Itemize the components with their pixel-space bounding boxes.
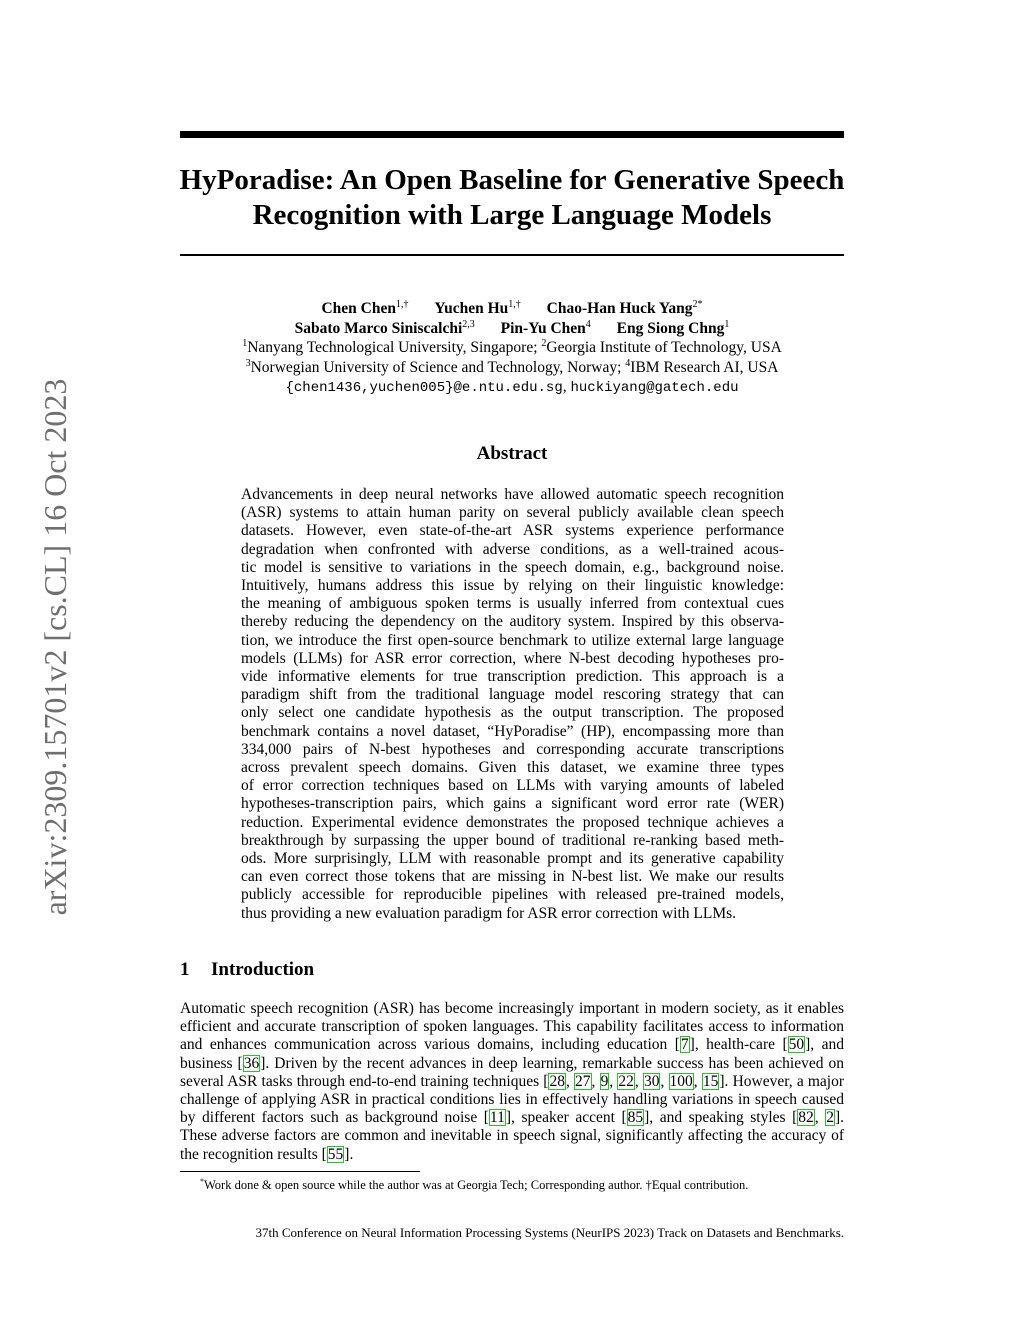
- author-name: Chen Chen: [321, 300, 396, 317]
- citation-link[interactable]: 55: [327, 1145, 344, 1163]
- footnote: [180, 1177, 844, 1193]
- abstract-line: (ASR) systems to attain human parity on several publicly available clean speech: [241, 504, 784, 522]
- citation-link[interactable]: 27: [575, 1072, 591, 1090]
- affiliation-line-2: [160, 358, 864, 378]
- author-name: Pin-Yu Chen: [500, 319, 586, 337]
- abstract-line: can even correct those tokens that are missing in N-best list. We make our results: [241, 868, 784, 886]
- affil-mark: 2: [541, 338, 547, 349]
- affil-mark: 4: [625, 357, 631, 369]
- author-affil-mark: 1: [724, 318, 730, 330]
- citation-link[interactable]: 2: [826, 1109, 834, 1127]
- author-name: Chao-Han Huck Yang: [546, 300, 693, 317]
- author-affil-mark: 1,†: [395, 299, 409, 310]
- citation-link[interactable]: 82: [798, 1109, 814, 1127]
- footnote-rule: [180, 1171, 420, 1172]
- intro-text: , and business: [180, 1036, 844, 1072]
- abstract-line: Intuitively, humans address this issue by relying on their linguistic knowledge:: [241, 577, 784, 595]
- section-title: Introduction: [211, 959, 315, 980]
- abstract-heading: Abstract: [476, 443, 548, 464]
- abstract-line: publicly accessible for reproducible pipelines with released pre-trained models,: [241, 886, 784, 904]
- abstract-line: vide informative elements for true transcription prediction. This approach is a: [241, 668, 784, 686]
- conference-footer: 37th Conference on Neural Information Processing Systems (NeurIPS 2023) Track on Datasets and Benchmarks.: [255, 1225, 844, 1240]
- intro-text: , health-care: [694, 1036, 783, 1054]
- intro-text: . Driven by the recent advances in deep learning, remarkable success has been achieved on several ASR tasks through end-to-end training techniques: [180, 1054, 844, 1090]
- author-affil-mark: 4: [585, 318, 591, 330]
- abstract-line: 334,000 pairs of N-best hypotheses and corresponding accurate transcriptions: [241, 740, 784, 758]
- citation-link[interactable]: 36: [243, 1054, 260, 1072]
- citation-link[interactable]: 100: [669, 1072, 693, 1090]
- footnote-text: Work done & open source while the author was at Georgia Tech; Corresponding author. †Equal contribution.: [204, 1178, 749, 1192]
- author-line-2: [160, 319, 864, 339]
- section-heading: [180, 958, 314, 982]
- author-affil-mark: 1,†: [508, 299, 521, 310]
- abstract-line: tion, we introduce the first open-source benchmark to utilize external large language: [241, 631, 784, 649]
- citation-link[interactable]: 15: [702, 1072, 719, 1090]
- abstract-line: the meaning of ambiguous spoken terms is usually inferred from contextual cues: [241, 595, 784, 613]
- email-separator: ,: [562, 378, 571, 395]
- citation-link[interactable]: 9: [600, 1072, 609, 1090]
- abstract-body: [241, 486, 784, 923]
- citation-link[interactable]: 30: [643, 1072, 660, 1090]
- section-number: 1: [180, 959, 190, 980]
- affiliation: IBM Research AI, USA: [630, 358, 779, 376]
- paper-title: [160, 163, 864, 233]
- affiliation: Norwegian University of Science and Technology, Norway;: [250, 358, 626, 376]
- affiliation-line-1: [160, 338, 864, 358]
- abstract-line: benchmark contains a novel dataset, “HyPoradise” (HP), encompassing more than: [241, 722, 784, 740]
- abstract-line: tic model is sensitive to variations in the speech domain, e.g., background noise.: [241, 558, 784, 576]
- intro-text: .: [349, 1145, 354, 1163]
- citation-link[interactable]: 22: [618, 1072, 634, 1090]
- abstract-line: thereby reducing the dependency on the auditory system. Inspired by this observa-: [241, 613, 784, 631]
- abstract-line: only select one candidate hypothesis as the output transcription. The proposed: [241, 704, 784, 722]
- citation-group: 28, 27, 9, 22, 30, 100, 15: [549, 1072, 719, 1090]
- abstract-line: breakthrough by surpassing the upper bound of traditional re-ranking based meth-: [241, 831, 784, 849]
- abstract-line: Advancements in deep neural networks have allowed automatic speech recognition: [241, 486, 784, 503]
- intro-text: , and speaking styles: [649, 1109, 793, 1127]
- author-affil-mark: 2,3: [462, 318, 475, 330]
- abstract-line: thus providing a new evaluation paradigm for ASR error correction with LLMs.: [241, 904, 737, 922]
- citation-link[interactable]: 85: [627, 1109, 644, 1127]
- citation-link[interactable]: 50: [788, 1036, 805, 1054]
- author-line-1: [160, 299, 864, 319]
- author-name: Yuchen Hu: [434, 300, 509, 317]
- footnote-mark: *: [200, 1177, 204, 1186]
- citation-group: 82, 2: [798, 1109, 834, 1127]
- email-address[interactable]: huckiyang@gatech.edu: [570, 380, 739, 396]
- abstract-line: degradation when confronted with adverse conditions, as a well-trained acous-: [241, 540, 784, 558]
- intro-text: . However, a major challenge of applying ASR in practical conditions lies in effectively handling variations in speech caused by different factors such as background noise: [180, 1072, 845, 1127]
- abstract-line: paradigm shift from the traditional language model rescoring strategy that can: [241, 686, 784, 704]
- author-block: [160, 299, 864, 399]
- affil-mark: 1: [242, 338, 248, 349]
- citation-link[interactable]: 28: [549, 1072, 565, 1090]
- abstract-line: of error correction techniques based on LLMs with varying amounts of labeled: [241, 777, 784, 795]
- intro-text: . These adverse factors are common and inevitable in speech signal, significantly affecting the accuracy of the recognition results: [180, 1109, 844, 1163]
- abstract-line: hypotheses-transcription pairs, which gains a significant word error rate (WER): [241, 795, 784, 813]
- abstract-line: reduction. Experimental evidence demonstrates the proposed technique achieves a: [241, 813, 784, 831]
- intro-paragraph: Automatic speech recognition (ASR) has become increasingly important in modern society, as it enables efficient and accurate transcription of spoken languages. This capability facilitates access to information and enhances communication across various domains, including education [7], health-care [50], and business [36]. Driven by the recent advances in deep learning, remarkable success has been achieved on several ASR tasks through end-to-end training techniques [28, 27, 9, 22, 30, 100, 15]. However, a major challenge of applying ASR in practical conditions lies in effectively handling variations in speech caused by different factors such as background noise [11], speaker accent [85], and speaking styles [82, 2]. These adverse factors are common and inevitable in speech signal, significantly affecting the accuracy of the recognition results [55].: [180, 1000, 845, 1163]
- email-address[interactable]: {chen1436,yuchen005}@e.ntu.edu.sg: [285, 380, 563, 396]
- title-line-2: Recognition with Large Language Models: [252, 199, 772, 231]
- author-affil-mark: 2*: [692, 299, 703, 310]
- title-rule-bottom: [180, 254, 844, 256]
- abstract-line: across prevalent speech domains. Given this dataset, we examine three types: [241, 759, 784, 777]
- arxiv-stamp: arXiv:2309.15701v2 [cs.CL] 16 Oct 2023: [37, 378, 73, 916]
- affiliation: Nanyang Technological University, Singapore;: [247, 339, 542, 356]
- abstract-line: models (LLMs) for ASR error correction, where N-best decoding hypotheses pro-: [241, 649, 784, 667]
- affiliation: Georgia Institute of Technology, USA: [546, 339, 782, 356]
- intro-text: , speaker accent: [511, 1109, 622, 1127]
- abstract-line: ods. More surprisingly, LLM with reasonable prompt and its generative capability: [241, 850, 784, 868]
- author-name: Eng Siong Chng: [616, 319, 725, 337]
- author-name: Sabato Marco Siniscalchi: [294, 319, 463, 337]
- title-line-1: HyPoradise: An Open Baseline for Generative Speech: [179, 164, 845, 196]
- title-rule-top: [180, 131, 844, 138]
- citation-link[interactable]: 7: [680, 1036, 689, 1054]
- intro-text: Automatic speech recognition (ASR) has become increasingly important in modern society, as it enables efficient and accurate transcription of spoken languages. This capability facilitates access to information and enhances communication across various domains, including education: [180, 1000, 844, 1054]
- abstract-line: datasets. However, even state-of-the-art ASR systems experience performance: [241, 522, 784, 540]
- email-line: [160, 377, 864, 399]
- citation-link[interactable]: 11: [489, 1109, 505, 1127]
- affil-mark: 3: [245, 357, 251, 369]
